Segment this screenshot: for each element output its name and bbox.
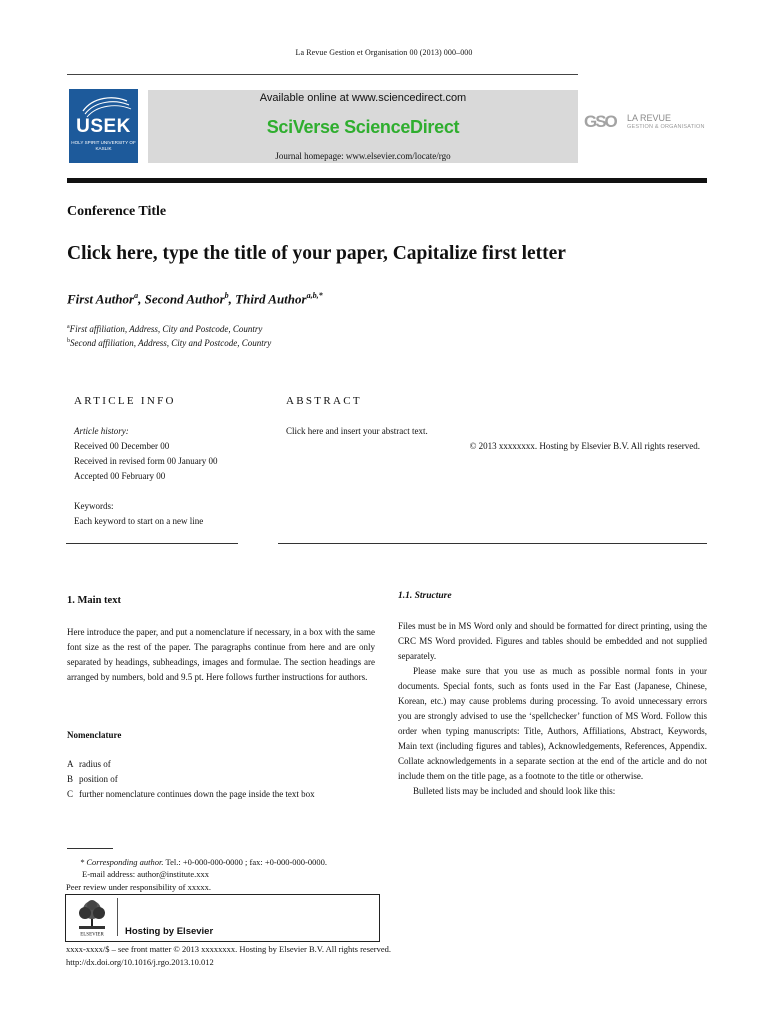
- nomenclature-def: further nomenclature continues down the page inside the text box: [79, 789, 315, 799]
- corresponding-author: [80, 856, 327, 868]
- affiliation-text: First affiliation, Address, City and Postcode, Country: [69, 324, 263, 334]
- nomenclature-heading: Nomenclature: [67, 730, 122, 740]
- revised-date: Received in revised form 00 January 00: [74, 456, 218, 466]
- header-rule: [67, 74, 578, 75]
- header-thick-rule: [67, 178, 707, 183]
- nomenclature-item: [67, 772, 377, 787]
- nomenclature-item: [67, 787, 377, 802]
- nomenclature-def: radius of: [79, 759, 111, 769]
- abstract-rule: [278, 543, 707, 544]
- nomenclature-symbol: B: [67, 774, 74, 784]
- intro-paragraph: Here introduce the paper, and put a nomenclature if necessary, in a box with the same font size as the rest of the paper. The paragraphs continue from here and are only separated by headings, subheadings, images and formulae. The section headings are arranged by numbers, bold and 9.5 pt. Here follows further instructions for authors.: [67, 627, 375, 682]
- paragraph: Files must be in MS Word only and should be formatted for direct printing, using the CRC MS Word provided. Figures and tables should be embedded and not supplied separately.: [398, 621, 707, 661]
- email-address: E-mail address: author@institute.xxx: [82, 869, 210, 879]
- author-sup: a,b,*: [306, 291, 323, 300]
- author-list: First Author$^a$, Second Author$^b$, Third Author$^{a,b,*}$: [67, 291, 323, 307]
- usek-name: USEK: [76, 116, 131, 137]
- author-sup: a: [134, 291, 139, 300]
- accepted-date: Accepted 00 February 00: [74, 471, 166, 481]
- journal-homepage: Journal homepage: www.elsevier.com/locate/rgo: [275, 151, 451, 161]
- issn-line: xxxx-xxxx/$ – see front matter © 2013 xxxxxxxx. Hosting by Elsevier B.V. All rights reserved.: [66, 944, 392, 954]
- keywords-label: Keywords:: [74, 501, 114, 511]
- publisher-divider: [117, 898, 118, 936]
- usek-logo: [69, 89, 138, 163]
- affiliation-sup: b: [67, 338, 70, 344]
- sciencedirect-banner: [148, 90, 578, 163]
- history-label: Article history:: [74, 426, 129, 436]
- structure-body: [398, 619, 707, 799]
- subsection-heading: 1.1. Structure: [398, 591, 452, 601]
- author-name: First Author: [67, 291, 135, 307]
- elsevier-wordmark: ELSEVIER: [80, 932, 104, 937]
- footnote-rule: [67, 848, 113, 849]
- article-info-rule: [66, 543, 238, 544]
- paragraph: Bulleted lists may be included and should look like this:: [413, 786, 616, 796]
- affiliation-text: Second affiliation, Address, City and Postcode, Country: [70, 338, 272, 348]
- gso-title: LA REVUE: [627, 113, 672, 123]
- nomenclature-symbol: C: [67, 789, 74, 799]
- abstract-text: Click here and insert your abstract text.: [286, 426, 428, 436]
- affiliation-sup: a: [67, 324, 70, 330]
- author-name: Third Author: [235, 291, 307, 307]
- received-date: Received 00 December 00: [74, 441, 170, 451]
- journal-citation: La Revue Gestion et Organisation 00 (2013) 000–000: [295, 48, 473, 57]
- paragraph: Please make sure that you use as much as possible normal fonts in your documents. Special fonts, such as fonts used in the Far East (Japanese, Chinese, Korean, etc.) may cause problems during processing. To avoid unnecessary errors you are strongly advised to use the ‘spellchecker’ function of MS Word. Follow this order when typing manuscripts: Title, Authors, Affiliations, Abstract, Keywords, Main text (including figures and tables), Acknowledgements, References, Appendix. Collate acknowledgements in a separate section at the end of the article and do not include them on the title page, as a footnote to the title or otherwise.: [398, 666, 707, 781]
- doi-link[interactable]: http://dx.doi.org/10.1016/j.rgo.2013.10.012: [66, 957, 214, 967]
- corresponding-label: * Corresponding author.: [80, 857, 164, 867]
- nomenclature-symbol: A: [67, 759, 74, 769]
- nomenclature-def: position of: [79, 774, 118, 784]
- elsevier-tree-icon: [73, 897, 111, 937]
- usek-wave-icon: [69, 89, 138, 119]
- conference-title: Conference Title: [67, 204, 167, 219]
- usek-subtitle: HOLY SPIRIT UNIVERSITY OF KASLIK: [71, 140, 136, 151]
- contact-info: Tel.: +0-000-000-0000 ; fax: +0-000-000-0000.: [165, 857, 327, 867]
- abstract-copyright: © 2013 xxxxxxxx. Hosting by Elsevier B.V. All rights reserved.: [469, 441, 700, 451]
- section-heading: 1. Main text: [67, 595, 121, 606]
- article-history: [74, 424, 244, 529]
- affiliation: [67, 324, 262, 334]
- author-name: Second Author: [144, 291, 225, 307]
- article-info-heading: ARTICLE INFO: [74, 395, 176, 407]
- gso-mark: GSO: [584, 112, 616, 131]
- author-sup: b: [224, 291, 229, 300]
- gso-logo: [584, 112, 708, 136]
- sciverse-logo: SciVerse ScienceDirect: [266, 117, 460, 137]
- peer-review-note: Peer review under responsibility of xxxxx.: [66, 882, 211, 892]
- affiliation: [67, 338, 271, 348]
- abstract-heading: ABSTRACT: [286, 395, 362, 407]
- nomenclature-item: [67, 757, 377, 772]
- keywords: Each keyword to start on a new line: [74, 516, 204, 526]
- gso-subtitle: GESTION & ORGANISATION: [627, 124, 705, 130]
- paper-title: Click here, type the title of your paper, Capitalize first letter: [67, 243, 566, 264]
- nomenclature-list: [67, 757, 377, 802]
- available-online: Available online at www.sciencedirect.com: [259, 92, 467, 104]
- publisher-box: [65, 894, 380, 942]
- hosting-label: Hosting by Elsevier: [125, 926, 214, 937]
